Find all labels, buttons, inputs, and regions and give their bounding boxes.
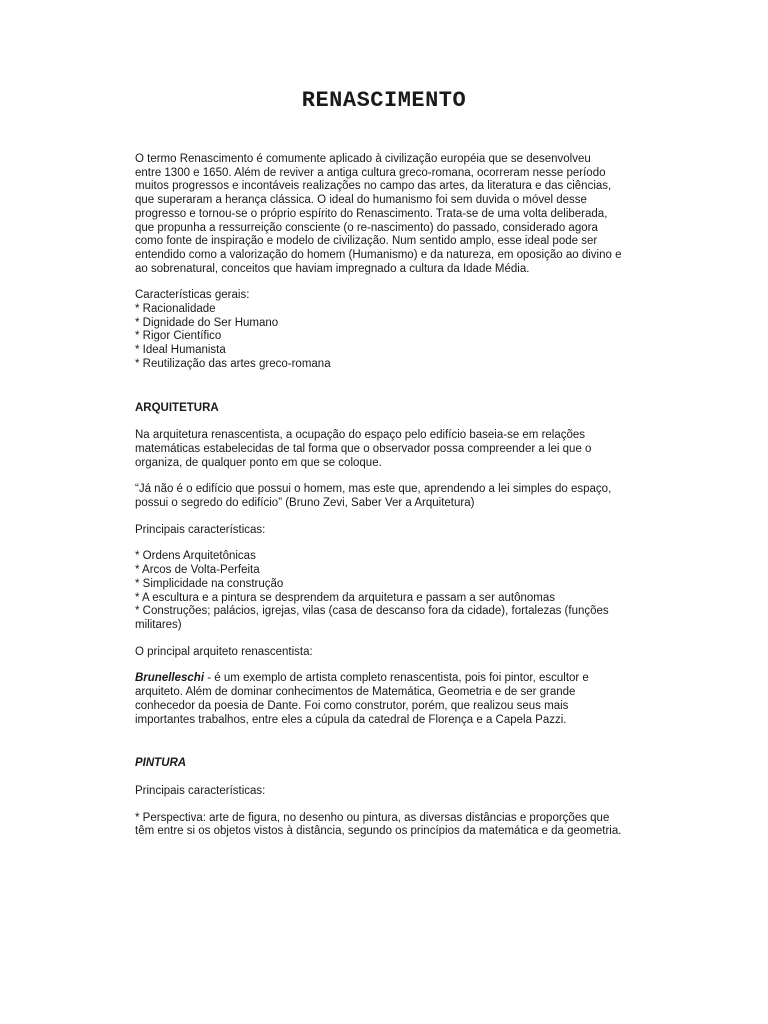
document-body bbox=[135, 153, 640, 839]
list-item: * A escultura e a pintura se desprendem da arquitetura e passam a ser autônomas bbox=[135, 591, 556, 604]
architecture-paragraph: Na arquitetura renascentista, a ocupação do espaço pelo edifício baseia-se em relações matemáticas estabelecidas de tal forma que o observador possa compreender a lei que o organiza, de qualquer ponto em que se coloque. bbox=[135, 429, 592, 469]
list-item: * Ordens Arquitetônicas bbox=[135, 550, 256, 563]
list-item: * Construções; palácios, igrejas, vilas (casa de descanso fora da cidade), fortalezas (funções militares) bbox=[135, 605, 609, 631]
general-characteristics-list bbox=[135, 303, 640, 372]
page-title: RENASCIMENTO bbox=[301, 88, 467, 113]
painting-features-list bbox=[135, 812, 640, 839]
list-item: * Ideal Humanista bbox=[135, 344, 226, 357]
principal-architect-label: O principal arquiteto renascentista: bbox=[135, 645, 313, 658]
list-item: * Perspectiva: arte de figura, no desenho ou pintura, as diversas distâncias e proporções que têm entre si os objetos vistos à distância, segundo os princípios da matemática e da geometria. bbox=[135, 811, 622, 838]
architecture-quote: “Já não é o edifício que possui o homem, mas este que, aprendendo a lei simples do espaço, possui o segredo do edifício” (Bruno Zevi, Saber Ver a Arquitetura) bbox=[135, 483, 612, 510]
list-item: * Dignidade do Ser Humano bbox=[135, 316, 279, 329]
architect-description: - é um exemplo de artista completo renascentista, pois foi pintor, escultor e arquiteto. Além de dominar conhecimentos de Matemática, Geometria e de ser grande conhecedor da poesia de Dante. Foi como construtor, porém, que realizou seus mais importantes trabalhos, entre eles a cúpula da catedral de Florença e a Capela Pazzi. bbox=[135, 672, 589, 726]
brunelleschi-paragraph bbox=[135, 672, 640, 727]
architecture-features-label: Principais características: bbox=[135, 523, 266, 536]
architecture-features-list bbox=[135, 550, 640, 632]
painting-features-label: Principais características: bbox=[135, 784, 266, 797]
list-item: * Arcos de Volta-Perfeita bbox=[135, 564, 260, 577]
architecture-heading: ARQUITETURA bbox=[135, 401, 219, 414]
list-item: * Reutilização das artes greco-romana bbox=[135, 357, 331, 370]
list-item: * Simplicidade na construção bbox=[135, 577, 284, 590]
general-characteristics-label: Características gerais: bbox=[135, 289, 250, 302]
architect-name: Brunelleschi bbox=[135, 672, 205, 685]
list-item: * Rigor Científico bbox=[135, 330, 222, 343]
painting-heading: PINTURA bbox=[135, 757, 187, 770]
list-item: * Racionalidade bbox=[135, 303, 216, 316]
intro-paragraph: O termo Renascimento é comumente aplicado à civilização européia que se desenvolveu entre 1300 e 1650. Além de reviver a antiga cultura greco-romana, ocorreram nesse período muitos progressos e incontáveis realizações no campo das artes, da literatura e das ciências, que superaram a herança clássica. O ideal do humanismo foi sem duvida o móvel desse progresso e tornou-se o próprio espírito do Renascimento. Trata-se de uma volta deliberada, que propunha a ressurreição consciente (o re-nascimento) do passado, considerado agora como fonte de inspiração e modelo de civilização. Num sentido amplo, esse ideal pode ser entendido como a valorização do homem (Humanismo) e da natureza, em oposição ao divino e ao sobrenatural, conceitos que haviam impregnado a cultura da Idade Média. bbox=[135, 153, 622, 275]
